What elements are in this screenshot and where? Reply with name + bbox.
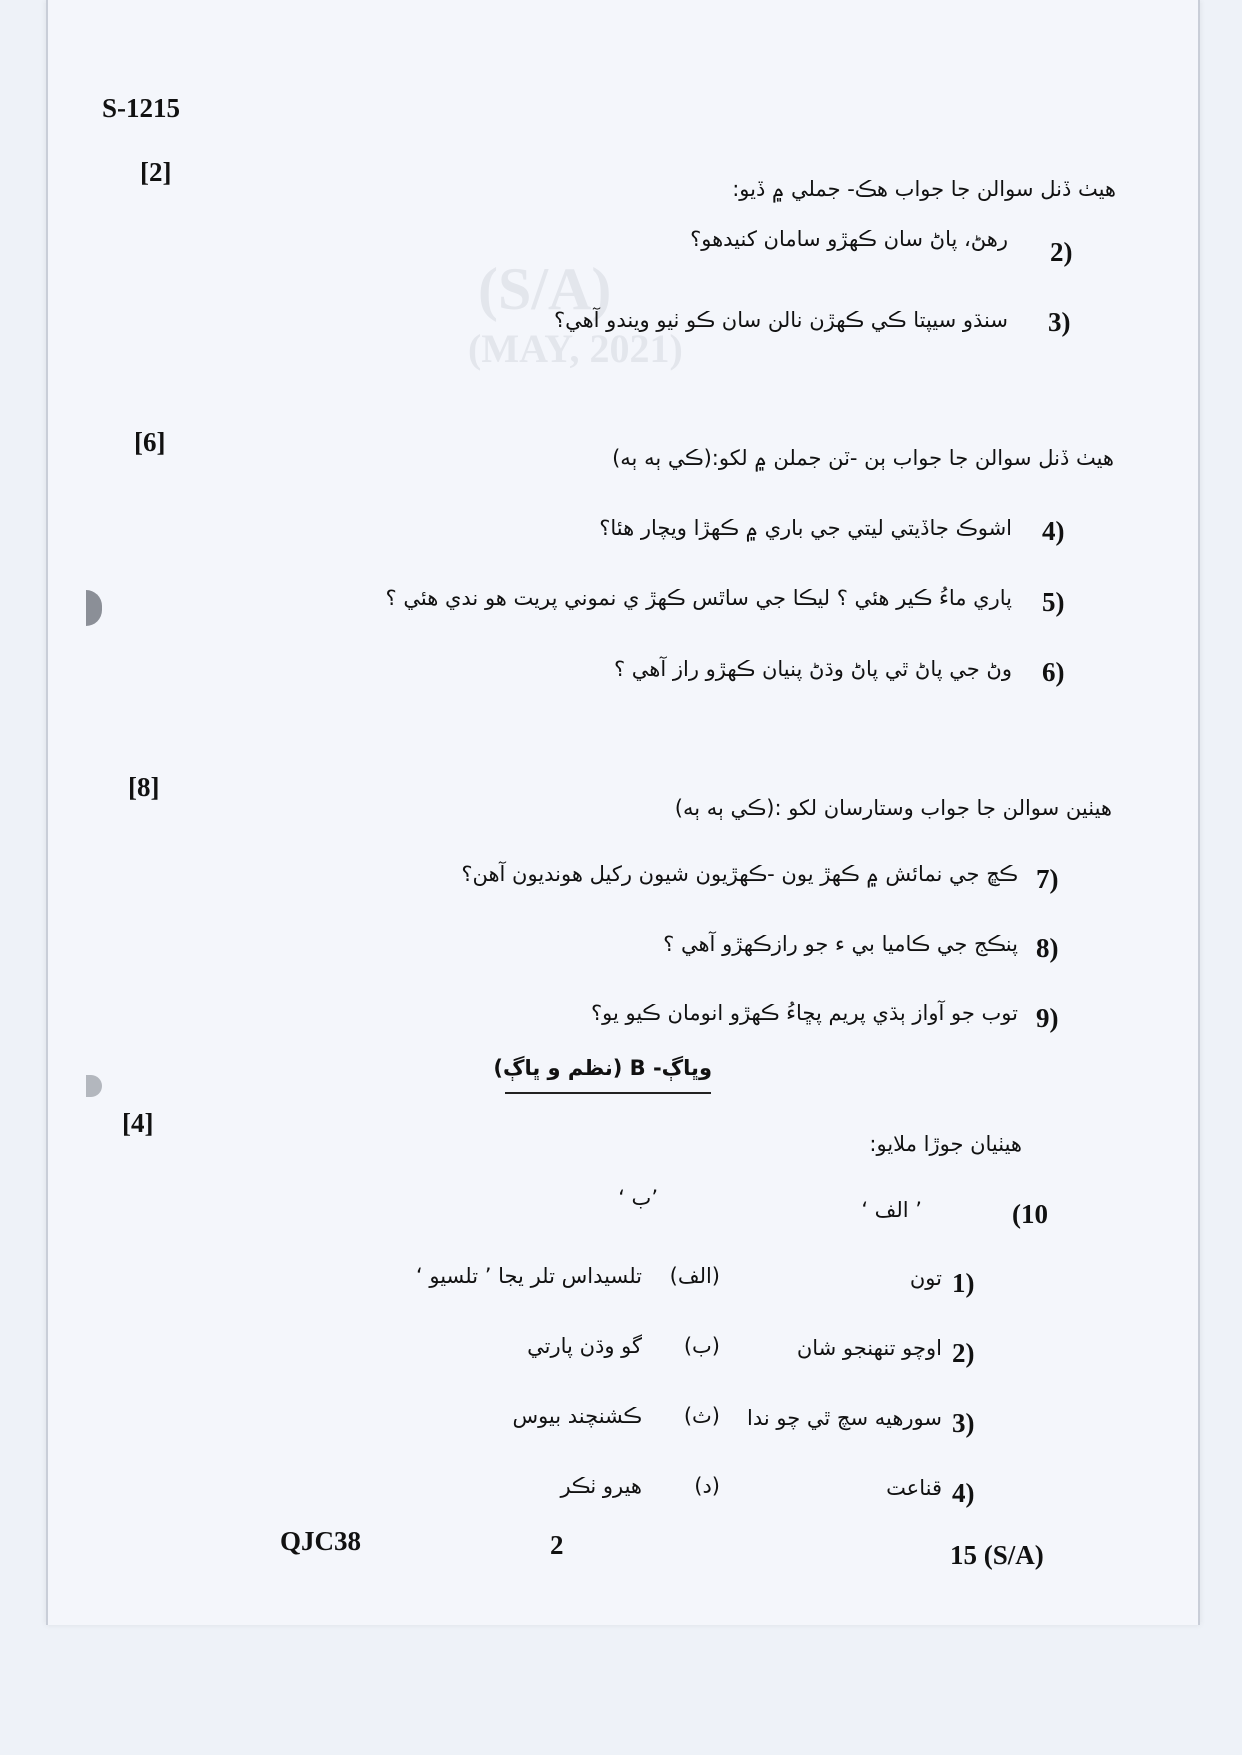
column-a-header: ’ الف ‘ xyxy=(861,1198,922,1222)
question-number: 8) xyxy=(1036,933,1059,963)
footer-paper-set: 15 (S/A) xyxy=(950,1540,1044,1570)
pair-column-a: سورهيه سچ ٿي چو ندا xyxy=(747,1406,942,1430)
question-text: ڪڇ جي نمائش ۾ ڪهڙ يون -ڪهڙيون شيون رکيل هونديون آهن؟ xyxy=(461,862,1018,886)
question-number: (10 xyxy=(1012,1199,1048,1229)
marks-label: [6] xyxy=(134,427,166,457)
matching-instruction: هيٺيان جوڙا ملايو: xyxy=(869,1132,1022,1156)
question-number: 4) xyxy=(1042,516,1065,546)
question-text: سنڌو سيپتا ڪي ڪهڙن نالن سان ڪو ٺيو ويندو آهي؟ xyxy=(553,308,1008,332)
show-through-ghost: (S/A) xyxy=(478,256,612,322)
pair-number: 3) xyxy=(952,1408,975,1438)
section-instruction: هيٺين سوالن جا جواب وستارسان لکو :(ڪي ٻه ٻه) xyxy=(674,796,1112,820)
question-number: 7) xyxy=(1036,864,1059,894)
question-text: پنڪج جي ڪاميا بي ء جو رازڪهڙو آهي ؟ xyxy=(663,932,1018,956)
marks-label: [2] xyxy=(140,157,172,187)
show-through-ghost-2: (MAY, 2021) xyxy=(468,326,683,371)
footer-code: QJC38 xyxy=(280,1526,361,1556)
question-text: رهڻ، پاڻ سان ڪهڙو سامان کنيدهو؟ xyxy=(690,227,1008,251)
question-number: 6) xyxy=(1042,657,1065,687)
pair-column-b: ڪشنچند بيوس xyxy=(512,1404,642,1428)
pair-column-b-key: (د) xyxy=(694,1474,720,1498)
pair-number: 2) xyxy=(952,1338,975,1368)
pair-column-b-key: (ب) xyxy=(683,1334,720,1358)
question-number: 2) xyxy=(1050,237,1073,267)
question-text: پاري ماءُ ڪير هئي ؟ ليڪا جي ساٿس ڪهڙ ي نموني پريت هو ندي هئي ؟ xyxy=(385,586,1012,610)
question-number: 5) xyxy=(1042,587,1065,617)
pair-number: 4) xyxy=(952,1478,975,1508)
pair-column-b: هيرو ٺڪر xyxy=(560,1474,642,1498)
marks-label: [8] xyxy=(128,772,160,802)
pair-column-b-key: (الف) xyxy=(669,1264,720,1288)
pair-number: 1) xyxy=(952,1268,975,1298)
pair-column-a: تون xyxy=(909,1266,942,1290)
binder-hole-mark xyxy=(86,590,102,626)
pair-column-b-key: (ث) xyxy=(683,1404,720,1428)
marks-label: [4] xyxy=(122,1108,154,1138)
question-text: توب جو آواز ٻڌي پريم پڇاءُ ڪهڙو انومان ڪيو يو؟ xyxy=(590,1001,1018,1025)
paper-code: S-1215 xyxy=(102,93,181,123)
pair-column-b: گو وڌن پارتي xyxy=(527,1334,642,1358)
section-b-heading: وڀاڳ- B (نظم و ڀاڳ) xyxy=(493,1056,712,1080)
pair-column-b: تلسيداس تلر يجا ’ تلسيو ‘ xyxy=(416,1264,642,1288)
pair-column-a: اوچو تنهنجو شان xyxy=(796,1336,942,1360)
question-number: 3) xyxy=(1048,307,1071,337)
binder-hole-mark-lower xyxy=(86,1075,102,1097)
page-number: 2 xyxy=(550,1530,564,1560)
question-text: وڻ جي پاڻ ٿي پاڻ وڌڻ پنيان ڪهڙو راز آهي ؟ xyxy=(613,657,1012,681)
question-text: اشوڪ جاڏيتي ليتي جي باري ۾ ڪهڙا ويچار هئا؟ xyxy=(599,516,1012,540)
section-heading-underline xyxy=(505,1092,711,1094)
pair-column-a: قناعت xyxy=(886,1476,942,1500)
exam-page xyxy=(46,0,1200,1625)
question-number: 9) xyxy=(1036,1003,1059,1033)
column-b-header: ’ب ‘ xyxy=(618,1186,658,1210)
section-instruction: هيٺ ڏنل سوالن جا جواب هڪ- جملي ۾ ڏيو: xyxy=(732,177,1116,201)
section-instruction: هيٺ ڏنل سوالن جا جواب ٻن -ٽن جملن ۾ لکو:(ڪي ٻه ٻه) xyxy=(612,446,1114,470)
